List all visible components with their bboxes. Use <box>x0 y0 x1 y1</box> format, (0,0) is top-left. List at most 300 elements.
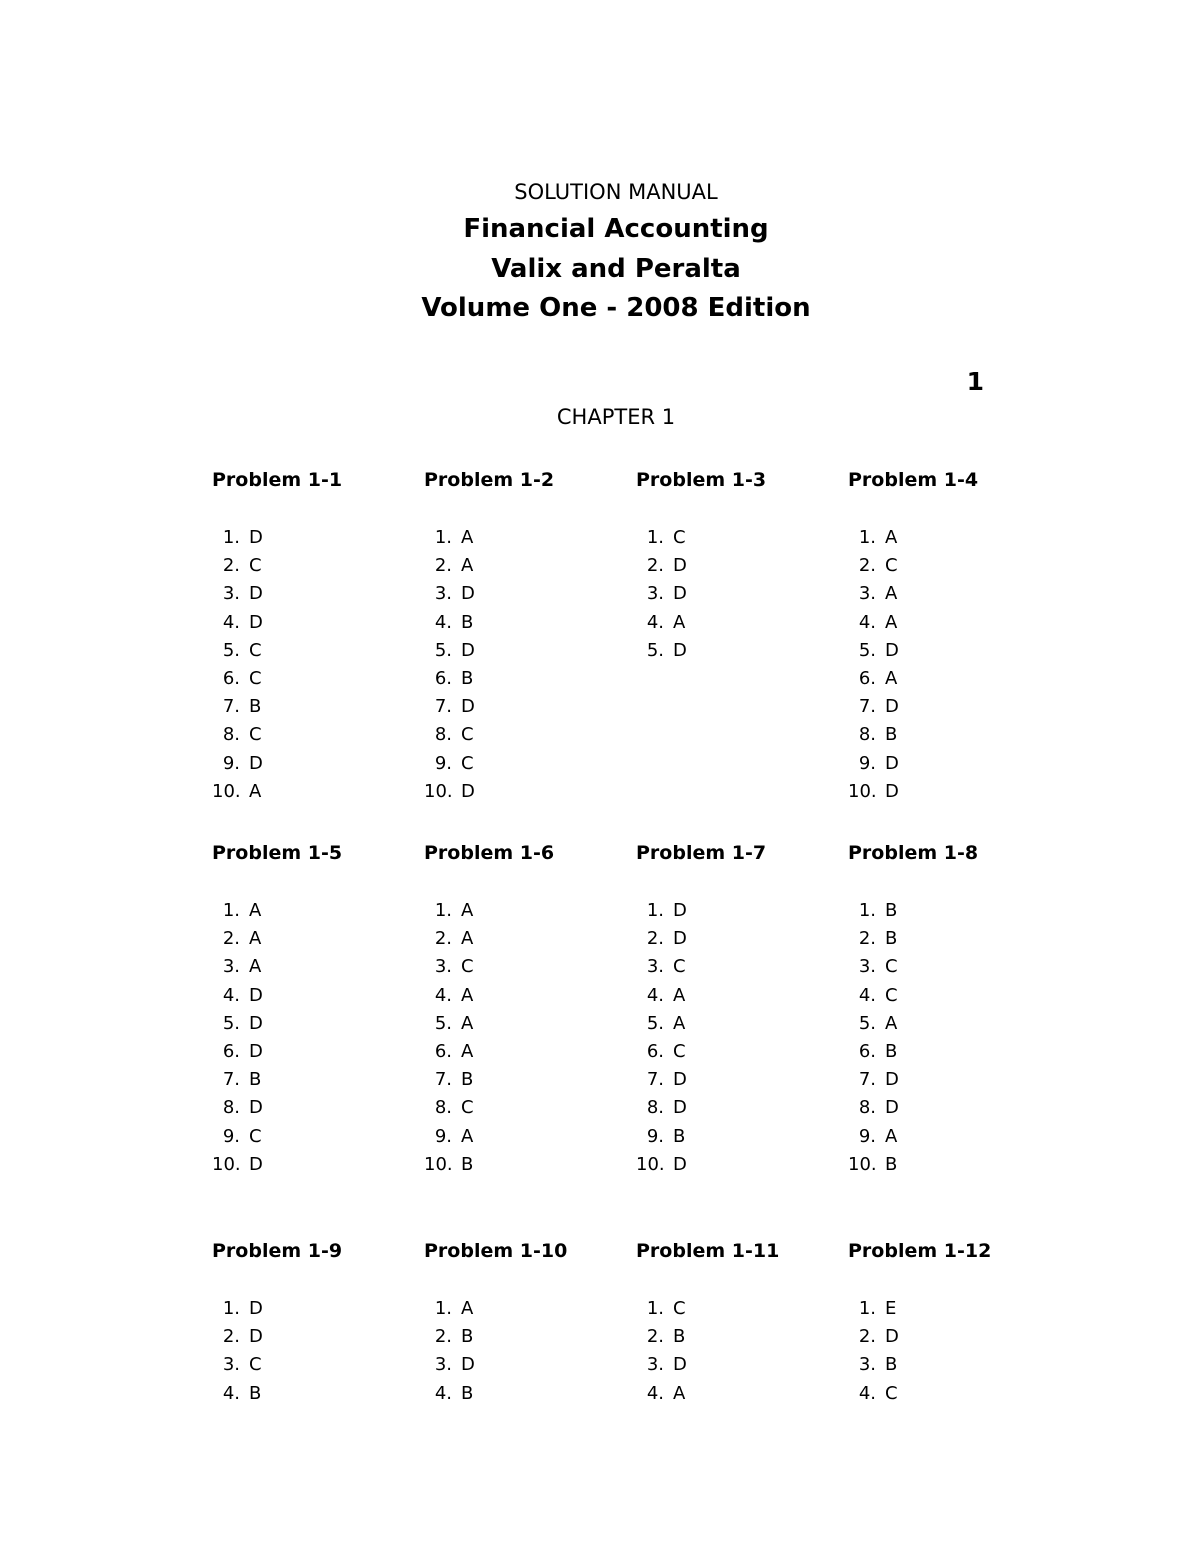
answer-letter: C <box>249 1354 262 1376</box>
answer-letter: C <box>461 956 474 978</box>
answer-letter: C <box>249 724 262 746</box>
answer-row <box>424 953 474 981</box>
answer-row <box>848 1094 899 1122</box>
answer-row <box>848 1123 899 1151</box>
problem-heading: Problem 1-5 <box>212 842 343 864</box>
question-number: 5. <box>222 639 240 661</box>
question-number: 6. <box>222 1040 240 1062</box>
answer-list <box>848 897 899 1179</box>
question-number: 10. <box>848 1153 877 1175</box>
answer-row <box>212 953 263 981</box>
question-number: 6. <box>434 667 452 689</box>
question-number: 9. <box>858 752 876 774</box>
question-number: 7. <box>222 1069 240 1091</box>
answer-letter: B <box>249 1382 262 1404</box>
answer-row <box>848 897 899 925</box>
question-number: 4. <box>434 611 452 633</box>
question-number: 2. <box>646 555 664 577</box>
answer-letter: A <box>885 583 898 605</box>
question-number: 9. <box>434 1125 452 1147</box>
answer-list <box>212 1295 263 1408</box>
question-number: 3. <box>646 956 664 978</box>
question-number: 7. <box>222 696 240 718</box>
question-number: 10. <box>848 780 877 802</box>
answer-row <box>636 925 687 953</box>
question-number: 7. <box>434 1069 452 1091</box>
answer-letter: A <box>461 928 474 950</box>
question-number: 10. <box>212 1153 241 1175</box>
question-number: 2. <box>646 1326 664 1348</box>
answer-row <box>212 982 263 1010</box>
answer-letter: D <box>249 752 263 774</box>
answer-letter: D <box>461 780 475 802</box>
answer-row <box>212 693 263 721</box>
answer-letter: D <box>249 1326 263 1348</box>
question-number: 8. <box>858 1097 876 1119</box>
question-number: 5. <box>434 639 452 661</box>
question-number: 3. <box>858 583 876 605</box>
answer-letter: C <box>461 752 474 774</box>
answer-row <box>636 897 687 925</box>
answer-row <box>212 1038 263 1066</box>
question-number: 4. <box>434 1382 452 1404</box>
question-number: 1. <box>222 1298 240 1319</box>
answer-letter: A <box>461 555 474 577</box>
answer-row <box>848 1151 899 1179</box>
answer-list <box>212 524 263 806</box>
question-number: 2. <box>858 1326 876 1348</box>
answer-letter: D <box>885 1069 899 1091</box>
answer-row <box>212 925 263 953</box>
answer-row <box>212 1094 263 1122</box>
answer-letter: C <box>461 724 474 746</box>
answer-letter: C <box>461 1097 474 1119</box>
answer-row <box>848 693 899 721</box>
answer-row <box>848 580 899 608</box>
question-number: 8. <box>434 1097 452 1119</box>
answer-letter: D <box>673 928 687 950</box>
answer-row <box>424 897 474 925</box>
question-number: 2. <box>858 928 876 950</box>
question-number: 2. <box>858 555 876 577</box>
answer-letter: D <box>249 1097 263 1119</box>
answer-letter: C <box>885 956 898 978</box>
answer-row <box>212 1123 263 1151</box>
question-number: 6. <box>858 1040 876 1062</box>
question-number: 2. <box>222 928 240 950</box>
answer-letter: D <box>461 1354 475 1376</box>
answer-letter: D <box>885 780 899 802</box>
question-number: 2. <box>434 555 452 577</box>
answer-row <box>848 1380 899 1408</box>
answer-letter: B <box>249 1069 262 1091</box>
answer-row <box>424 1380 475 1408</box>
answer-row <box>424 665 475 693</box>
answer-row <box>848 1323 899 1351</box>
answer-row <box>424 637 475 665</box>
answer-letter: B <box>885 724 898 746</box>
question-number: 7. <box>858 1069 876 1091</box>
answer-letter: B <box>885 1040 898 1062</box>
answer-row <box>212 1151 263 1179</box>
answer-row <box>636 1151 687 1179</box>
answer-row <box>424 925 474 953</box>
answer-row <box>212 721 263 749</box>
answer-list <box>636 1295 687 1408</box>
question-number: 4. <box>858 611 876 633</box>
answer-letter: C <box>673 1298 686 1319</box>
answer-letter: B <box>673 1326 686 1348</box>
answer-letter: A <box>249 928 262 950</box>
answer-row <box>424 1038 474 1066</box>
document-label: SOLUTION MANUAL <box>514 180 718 204</box>
answer-row <box>212 665 263 693</box>
answer-row <box>848 552 899 580</box>
answer-letter: C <box>249 1125 262 1147</box>
answer-row <box>848 925 899 953</box>
answer-row <box>212 609 263 637</box>
answer-letter: A <box>673 1382 686 1404</box>
answer-letter: D <box>249 583 263 605</box>
question-number: 3. <box>222 1354 240 1376</box>
problem-heading: Problem 1-1 <box>212 469 343 491</box>
answer-row <box>636 1066 687 1094</box>
question-number: 1. <box>222 527 240 548</box>
answer-row <box>636 1295 687 1323</box>
answer-row <box>848 1351 899 1379</box>
question-number: 2. <box>434 1326 452 1348</box>
question-number: 5. <box>858 639 876 661</box>
question-number: 8. <box>646 1097 664 1119</box>
answer-row <box>212 637 263 665</box>
answer-row <box>848 1038 899 1066</box>
question-number: 3. <box>434 1354 452 1376</box>
answer-letter: A <box>249 780 262 802</box>
answer-letter: A <box>885 1012 898 1034</box>
answer-row <box>636 609 687 637</box>
answer-list <box>636 897 687 1179</box>
answer-row <box>424 1066 474 1094</box>
answer-letter: B <box>249 696 262 718</box>
answer-letter: D <box>673 639 687 661</box>
question-number: 9. <box>858 1125 876 1147</box>
answer-letter: D <box>673 583 687 605</box>
question-number: 6. <box>646 1040 664 1062</box>
answer-letter: D <box>249 984 263 1006</box>
answer-row <box>424 1123 474 1151</box>
answer-letter: A <box>885 1125 898 1147</box>
answer-row <box>424 1295 475 1323</box>
answer-row <box>212 1295 263 1323</box>
problem-heading: Problem 1-11 <box>636 1240 780 1262</box>
answer-row <box>848 953 899 981</box>
answer-row <box>424 609 475 637</box>
answer-letter: A <box>249 900 262 921</box>
problem-heading: Problem 1-7 <box>636 842 767 864</box>
answer-letter: A <box>461 527 474 548</box>
question-number: 2. <box>646 928 664 950</box>
answer-row <box>636 1094 687 1122</box>
answer-row <box>212 778 263 806</box>
problem-heading: Problem 1-9 <box>212 1240 343 1262</box>
question-number: 1. <box>222 900 240 921</box>
answer-row <box>424 1010 474 1038</box>
question-number: 3. <box>222 583 240 605</box>
answer-list <box>848 524 899 806</box>
answer-row <box>848 637 899 665</box>
answer-row <box>848 524 899 552</box>
answer-row <box>848 1010 899 1038</box>
answer-row <box>848 721 899 749</box>
answer-row <box>424 524 475 552</box>
answer-row <box>636 1351 687 1379</box>
question-number: 10. <box>636 1153 665 1175</box>
problem-heading: Problem 1-10 <box>424 1240 568 1262</box>
question-number: 7. <box>858 696 876 718</box>
answer-row <box>424 750 475 778</box>
answer-letter: C <box>249 667 262 689</box>
answer-letter: A <box>461 1040 474 1062</box>
question-number: 4. <box>646 611 664 633</box>
question-number: 3. <box>434 583 452 605</box>
answer-letter: D <box>249 1153 263 1175</box>
question-number: 4. <box>858 984 876 1006</box>
answer-letter: A <box>249 956 262 978</box>
question-number: 1. <box>858 900 876 921</box>
book-edition: Volume One - 2008 Edition <box>421 293 811 323</box>
answer-row <box>636 1038 687 1066</box>
answer-letter: B <box>461 1382 474 1404</box>
answer-letter: A <box>673 1012 686 1034</box>
answer-letter: A <box>461 1125 474 1147</box>
question-number: 3. <box>434 956 452 978</box>
answer-row <box>636 1323 687 1351</box>
question-number: 10. <box>424 1153 453 1175</box>
question-number: 9. <box>434 752 452 774</box>
answer-letter: D <box>461 639 475 661</box>
answer-row <box>636 982 687 1010</box>
question-number: 5. <box>646 639 664 661</box>
answer-row <box>424 552 475 580</box>
answer-letter: B <box>673 1125 686 1147</box>
answer-letter: D <box>461 583 475 605</box>
answer-row <box>212 1010 263 1038</box>
question-number: 4. <box>222 1382 240 1404</box>
question-number: 8. <box>434 724 452 746</box>
question-number: 1. <box>434 1298 452 1319</box>
answer-letter: B <box>461 1069 474 1091</box>
answer-row <box>848 609 899 637</box>
answer-letter: D <box>885 1326 899 1348</box>
answer-letter: A <box>885 527 898 548</box>
question-number: 1. <box>858 1298 876 1319</box>
answer-letter: A <box>673 984 686 1006</box>
answer-letter: B <box>461 667 474 689</box>
question-number: 1. <box>858 527 876 548</box>
answer-letter: B <box>885 900 898 921</box>
question-number: 1. <box>434 900 452 921</box>
answer-row <box>636 1010 687 1038</box>
answer-letter: B <box>461 611 474 633</box>
question-number: 9. <box>646 1125 664 1147</box>
question-number: 4. <box>434 984 452 1006</box>
question-number: 3. <box>858 1354 876 1376</box>
answer-row <box>424 693 475 721</box>
problem-heading: Problem 1-12 <box>848 1240 992 1262</box>
book-title: Financial Accounting <box>463 214 769 244</box>
answer-letter: D <box>461 696 475 718</box>
answer-row <box>212 897 263 925</box>
answer-row <box>848 665 899 693</box>
answer-letter: D <box>249 611 263 633</box>
answer-row <box>424 1151 474 1179</box>
answer-row <box>848 1066 899 1094</box>
answer-letter: D <box>673 1153 687 1175</box>
answer-letter: C <box>673 1040 686 1062</box>
question-number: 6. <box>434 1040 452 1062</box>
question-number: 2. <box>222 1326 240 1348</box>
answer-row <box>848 1295 899 1323</box>
question-number: 4. <box>222 611 240 633</box>
answer-row <box>424 580 475 608</box>
problem-heading: Problem 1-2 <box>424 469 555 491</box>
problem-heading: Problem 1-6 <box>424 842 555 864</box>
answer-letter: D <box>885 1097 899 1119</box>
question-number: 2. <box>434 928 452 950</box>
problem-heading: Problem 1-8 <box>848 842 979 864</box>
answer-row <box>212 1351 263 1379</box>
question-number: 3. <box>858 956 876 978</box>
answer-row <box>212 1380 263 1408</box>
answer-letter: D <box>673 1354 687 1376</box>
answer-letter: D <box>885 696 899 718</box>
question-number: 10. <box>212 780 241 802</box>
answer-letter: B <box>885 928 898 950</box>
answer-letter: D <box>249 527 263 548</box>
question-number: 6. <box>858 667 876 689</box>
answer-row <box>424 1094 474 1122</box>
answer-row <box>212 750 263 778</box>
answer-letter: D <box>885 752 899 774</box>
answer-row <box>424 721 475 749</box>
answer-row <box>636 524 687 552</box>
answer-row <box>848 778 899 806</box>
question-number: 8. <box>222 724 240 746</box>
answer-letter: C <box>673 956 686 978</box>
question-number: 4. <box>646 1382 664 1404</box>
answer-letter: D <box>673 900 687 921</box>
question-number: 1. <box>646 1298 664 1319</box>
question-number: 1. <box>646 900 664 921</box>
answer-letter: A <box>673 611 686 633</box>
problem-heading: Problem 1-4 <box>848 469 979 491</box>
question-number: 5. <box>434 1012 452 1034</box>
problem-heading: Problem 1-3 <box>636 469 767 491</box>
answer-letter: C <box>885 984 898 1006</box>
answer-letter: C <box>885 1382 898 1404</box>
answer-row <box>636 953 687 981</box>
answer-letter: A <box>461 984 474 1006</box>
answer-list <box>636 524 687 665</box>
answer-letter: D <box>885 639 899 661</box>
answer-list <box>848 1295 899 1408</box>
question-number: 10. <box>424 780 453 802</box>
question-number: 7. <box>646 1069 664 1091</box>
answer-letter: E <box>885 1298 897 1319</box>
question-number: 5. <box>646 1012 664 1034</box>
question-number: 3. <box>646 583 664 605</box>
answer-letter: B <box>885 1354 898 1376</box>
question-number: 8. <box>858 724 876 746</box>
answer-letter: C <box>885 555 898 577</box>
chapter-title: CHAPTER 1 <box>556 405 676 429</box>
answer-row <box>212 524 263 552</box>
answer-row <box>212 1323 263 1351</box>
question-number: 4. <box>646 984 664 1006</box>
question-number: 4. <box>222 984 240 1006</box>
answer-letter: D <box>249 1040 263 1062</box>
answer-list <box>424 1295 475 1408</box>
answer-list <box>424 897 474 1179</box>
question-number: 3. <box>222 956 240 978</box>
answer-letter: D <box>673 555 687 577</box>
answer-letter: C <box>249 555 262 577</box>
answer-letter: C <box>673 527 686 548</box>
answer-row <box>424 1351 475 1379</box>
question-number: 7. <box>434 696 452 718</box>
answer-list <box>212 897 263 1179</box>
book-authors: Valix and Peralta <box>491 254 741 284</box>
answer-letter: B <box>461 1326 474 1348</box>
answer-row <box>424 982 474 1010</box>
answer-letter: B <box>885 1153 898 1175</box>
question-number: 8. <box>222 1097 240 1119</box>
answer-letter: A <box>461 1298 474 1319</box>
question-number: 2. <box>222 555 240 577</box>
answer-row <box>636 552 687 580</box>
answer-row <box>848 982 899 1010</box>
answer-letter: B <box>461 1153 474 1175</box>
answer-list <box>424 524 475 806</box>
answer-letter: A <box>461 900 474 921</box>
answer-row <box>848 750 899 778</box>
answer-row <box>424 1323 475 1351</box>
answer-row <box>212 552 263 580</box>
answer-row <box>636 580 687 608</box>
answer-letter: A <box>461 1012 474 1034</box>
answer-letter: D <box>673 1097 687 1119</box>
answer-row <box>424 778 475 806</box>
question-number: 5. <box>858 1012 876 1034</box>
answer-row <box>212 1066 263 1094</box>
answer-letter: A <box>885 667 898 689</box>
question-number: 1. <box>434 527 452 548</box>
answer-row <box>212 580 263 608</box>
question-number: 9. <box>222 1125 240 1147</box>
answer-row <box>636 1123 687 1151</box>
answer-letter: A <box>885 611 898 633</box>
page-number: 1 <box>966 367 984 396</box>
question-number: 1. <box>646 527 664 548</box>
question-number: 5. <box>222 1012 240 1034</box>
answer-row <box>636 1380 687 1408</box>
answer-row <box>636 637 687 665</box>
answer-letter: D <box>249 1298 263 1319</box>
answer-letter: D <box>673 1069 687 1091</box>
question-number: 3. <box>646 1354 664 1376</box>
answer-letter: D <box>249 1012 263 1034</box>
question-number: 6. <box>222 667 240 689</box>
